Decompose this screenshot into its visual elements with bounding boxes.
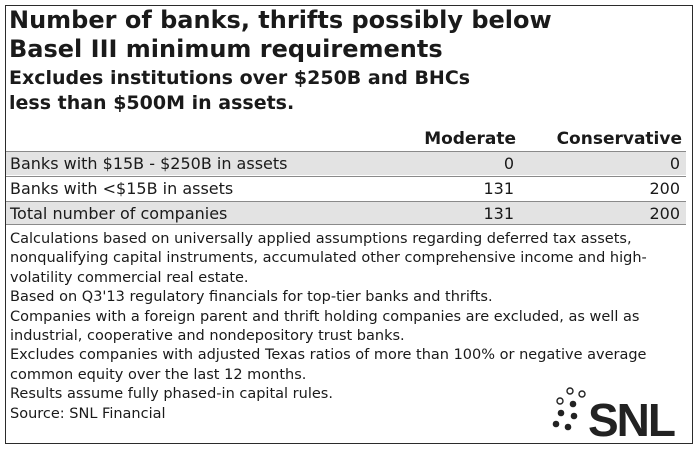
- cell-moderate: 131: [483, 179, 514, 198]
- footnote: Companies with a foreign parent and thrift holding companies are excluded, as well as industrial, cooperative and nondepository trust banks.: [10, 308, 640, 345]
- row-label: Total number of companies: [10, 204, 228, 223]
- footnote: Calculations based on universally applied assumptions regarding deferred tax assets, nonqualifying capital instruments, accumulated other comprehensive income and high-volatility commercial real estate.: [10, 231, 647, 286]
- column-header-moderate: Moderate: [424, 129, 516, 149]
- chart-subtitle: [9, 66, 470, 116]
- cell-conservative: 0: [669, 154, 680, 173]
- chart-title: [9, 6, 552, 64]
- snl-logo-text: SNL: [588, 394, 674, 441]
- snl-dots-logo-icon: [548, 385, 688, 441]
- subtitle-line-1: Excludes institutions over $250B and BHCs: [9, 67, 471, 89]
- row-label: Banks with <$15B in assets: [10, 179, 234, 198]
- table-row: [6, 151, 686, 175]
- cell-moderate: 131: [483, 204, 514, 223]
- cell-conservative: 200: [649, 179, 680, 198]
- footnote: Based on Q3'13 regulatory financials for top-tier banks and thrifts.: [10, 289, 493, 306]
- footnote: Excludes companies with adjusted Texas ratios of more than 100% or negative average common equity over the last 12 months.: [10, 347, 647, 383]
- cell-moderate: 0: [503, 154, 514, 173]
- snl-logo: [548, 385, 688, 441]
- title-line-2: Basel III minimum requirements: [9, 35, 443, 63]
- footnote: Results assume fully phased-in capital rules.: [10, 386, 333, 403]
- cell-conservative: 200: [649, 204, 680, 223]
- row-label: Banks with $15B - $250B in assets: [10, 154, 288, 173]
- column-header-conservative: Conservative: [556, 129, 682, 149]
- source-note: Source: SNL Financial: [10, 405, 166, 422]
- table-row: [6, 176, 686, 200]
- subtitle-line-2: less than $500M in assets.: [9, 92, 295, 114]
- title-line-1: Number of banks, thrifts possibly below: [9, 6, 552, 34]
- table-row: [6, 201, 686, 225]
